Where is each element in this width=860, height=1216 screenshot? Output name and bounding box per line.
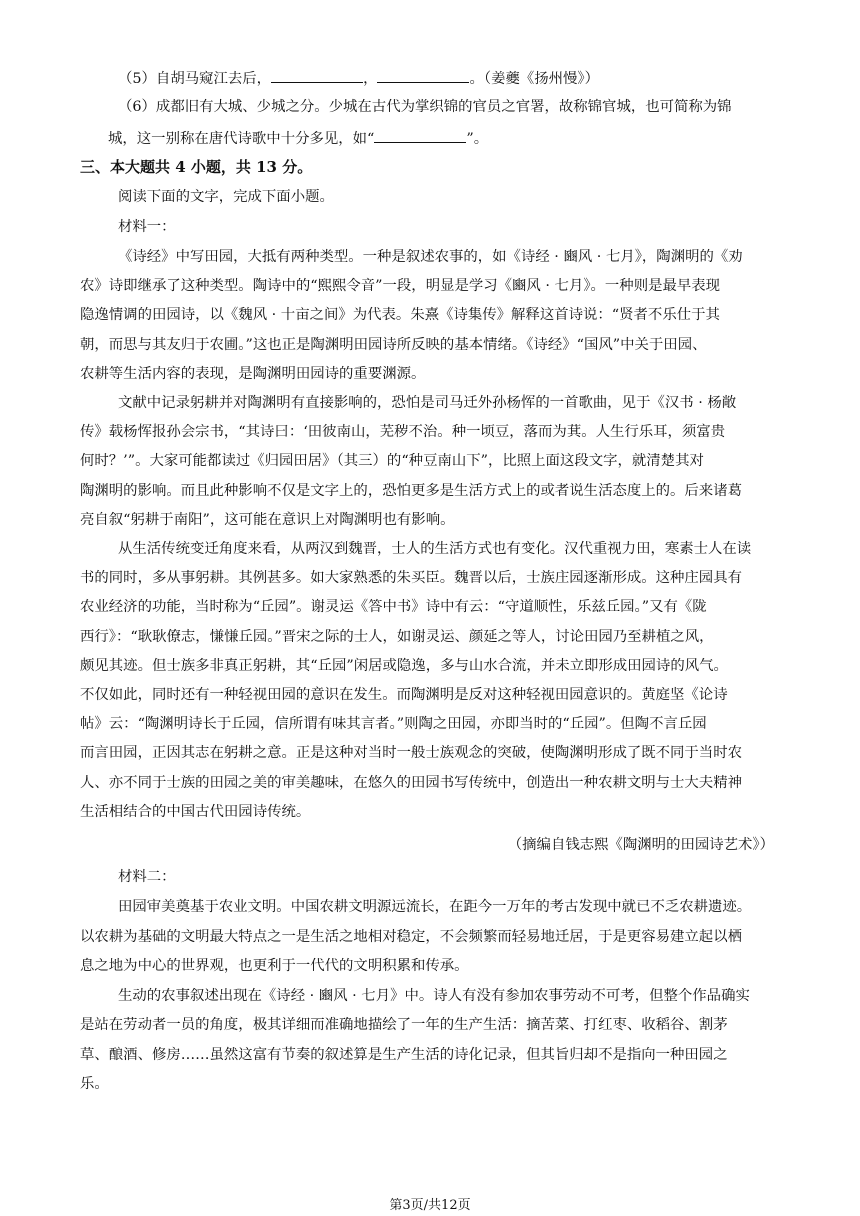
section-3-title: 三、本大题共 4 小题，共 13 分。 xyxy=(80,158,313,176)
text-line: 生动的农事叙述出现在《诗经 · 豳风 · 七月》中。诗人有没有参加农事劳动不可考，但整个作品确实 xyxy=(118,987,750,1004)
text-line: 人、亦不同于士族的田园之美的审美趣味，在悠久的田园书写传统中，创造出一种农耕文明与士大夫精神 xyxy=(80,774,742,791)
text-line: 息之地为中心的世界观，也更利于一代代的文明积累和传承。 xyxy=(80,958,469,974)
text-line: 而言田园，正因其志在躬耕之意。正是这种对当时一般士族观念的突破，使陶渊明形成了既不同于当时农 xyxy=(80,745,742,762)
material-1-label: 材料一： xyxy=(118,219,176,235)
answer-blank[interactable] xyxy=(271,68,363,83)
text-line: 何时？’”。大家可能都读过《归园田居》（其三）的“种豆南山下”，比照上面这段文字，就清楚其对 xyxy=(80,453,704,470)
text-line: 朝，而思与其友归于农圃。”这也正是陶渊明田园诗所反映的基本情绪。《诗经》“国风”中关于田园、 xyxy=(80,336,707,353)
text-line: 西行》：“耿耿僚志，慊慊丘园。”晋宋之际的士人，如谢灵运、颜延之等人，讨论田园乃至耕植之风， xyxy=(80,628,714,645)
question-5-suffix: 。（姜夔《扬州慢》） xyxy=(469,71,599,87)
question-5-mid: ， xyxy=(363,71,378,87)
text-line: 书的同时，多从事躬耕。其例甚多。如大家熟悉的朱买臣。魏晋以后，士族庄园逐渐形成。这种庄园具有 xyxy=(80,570,742,587)
text-line: 《诗经》中写田园，大抵有两种类型。一种是叙述农事的，如《诗经 · 豳风 · 七月》，陶渊明的《劝 xyxy=(118,249,743,265)
text-line: 传》载杨恽报孙会宗书，“其诗曰：‘田彼南山，芜秽不治。种一顷豆，落而为萁。人生行乐耳，须富贵 xyxy=(80,424,726,441)
instruction: 阅读下面的文字，完成下面小题。 xyxy=(118,189,334,205)
text-line: 颇见其迹。但士族多非真正躬耕，其“丘园”闲居或隐逸，多与山水合流，并未立即形成田园诗的风气。 xyxy=(80,657,728,674)
text-line: 是站在劳动者一员的角度，极其详细而准确地描绘了一年的生产生活：摘苦菜、打红枣、收稻谷、割茅 xyxy=(80,1017,728,1033)
text-line: 农耕等生活内容的表现，是陶渊明田园诗的重要渊源。 xyxy=(80,365,426,382)
question-6-prefix: 城，这一别称在唐代诗歌中十分多见，如“ xyxy=(108,131,375,147)
answer-blank[interactable] xyxy=(377,68,469,83)
question-5-prefix: （5）自胡马窥江去后， xyxy=(118,71,272,87)
text-line: 不仅如此，同时还有一种轻视田园的意识在发生。而陶渊明是反对这种轻视田园意识的。黄庭坚《论诗 xyxy=(80,687,728,703)
material-1-source: （摘编自钱志熙《陶渊明的田园诗艺术》） xyxy=(507,837,774,853)
text-line: 草、酿酒、修房……虽然这富有节奏的叙述算是生产生活的诗化记录，但其旨归却不是指向一种田园之 xyxy=(80,1046,728,1063)
text-line: 农》诗即继承了这种类型。陶诗中的“熙熙令音”一段，明显是学习《豳风 · 七月》。一种则是最早表现 xyxy=(80,278,721,295)
text-line: 文献中记录躬耕并对陶渊明有直接影响的，恐怕是司马迁外孙杨恽的一首歌曲，见于《汉书 · 杨敞 xyxy=(118,395,737,411)
question-6-line2 xyxy=(108,128,488,148)
answer-blank[interactable] xyxy=(374,128,466,143)
text-line: 隐逸情调的田园诗，以《魏风 · 十亩之间》为代表。朱熹《诗集传》解释这首诗说：“贤者不乐仕于其 xyxy=(80,307,720,324)
question-6-line1: （6）成都旧有大城、少城之分。少城在古代为掌织锦的官员之官署，故称锦官城，也可简称为锦 xyxy=(118,99,732,115)
text-line: 乐。 xyxy=(80,1076,109,1092)
text-line: 农业经济的功能，当时称为“丘园”。谢灵运《答中书》诗中有云：“守道顺性，乐兹丘园。”又有《陇 xyxy=(80,599,707,616)
question-5 xyxy=(118,68,599,88)
text-line: 帖》云：“陶渊明诗长于丘园，信所谓有味其言者。”则陶之田园，亦即当时的“丘园”。但陶不言丘园 xyxy=(80,716,707,733)
text-line: 陶渊明的影响。而且此种影响不仅是文字上的，恐怕更多是生活方式上的或者说生活态度上的。后来诸葛 xyxy=(80,482,742,499)
question-6-suffix: ”。 xyxy=(466,131,489,147)
text-line: 以农耕为基础的文明最大特点之一是生活之地相对稳定，不会频繁而轻易地迁居，于是更容易建立起以栖 xyxy=(80,928,742,945)
text-line: 亮自叙“躬耕于南阳”，这可能在意识上对陶渊明也有影响。 xyxy=(80,511,455,528)
text-line: 从生活传统变迁角度来看，从两汉到魏晋，士人的生活方式也有变化。汉代重视力田，寒素士人在读 xyxy=(118,541,752,557)
text-line: 生活相结合的中国古代田园诗传统。 xyxy=(80,803,311,820)
text-line: 田园审美奠基于农业文明。中国农耕文明源远流长，在距今一万年的考古发现中就已不乏农耕遗迹。 xyxy=(118,899,752,915)
material-2-label: 材料二： xyxy=(118,869,176,885)
page-footer: 第3页/共12页 xyxy=(389,1198,471,1213)
